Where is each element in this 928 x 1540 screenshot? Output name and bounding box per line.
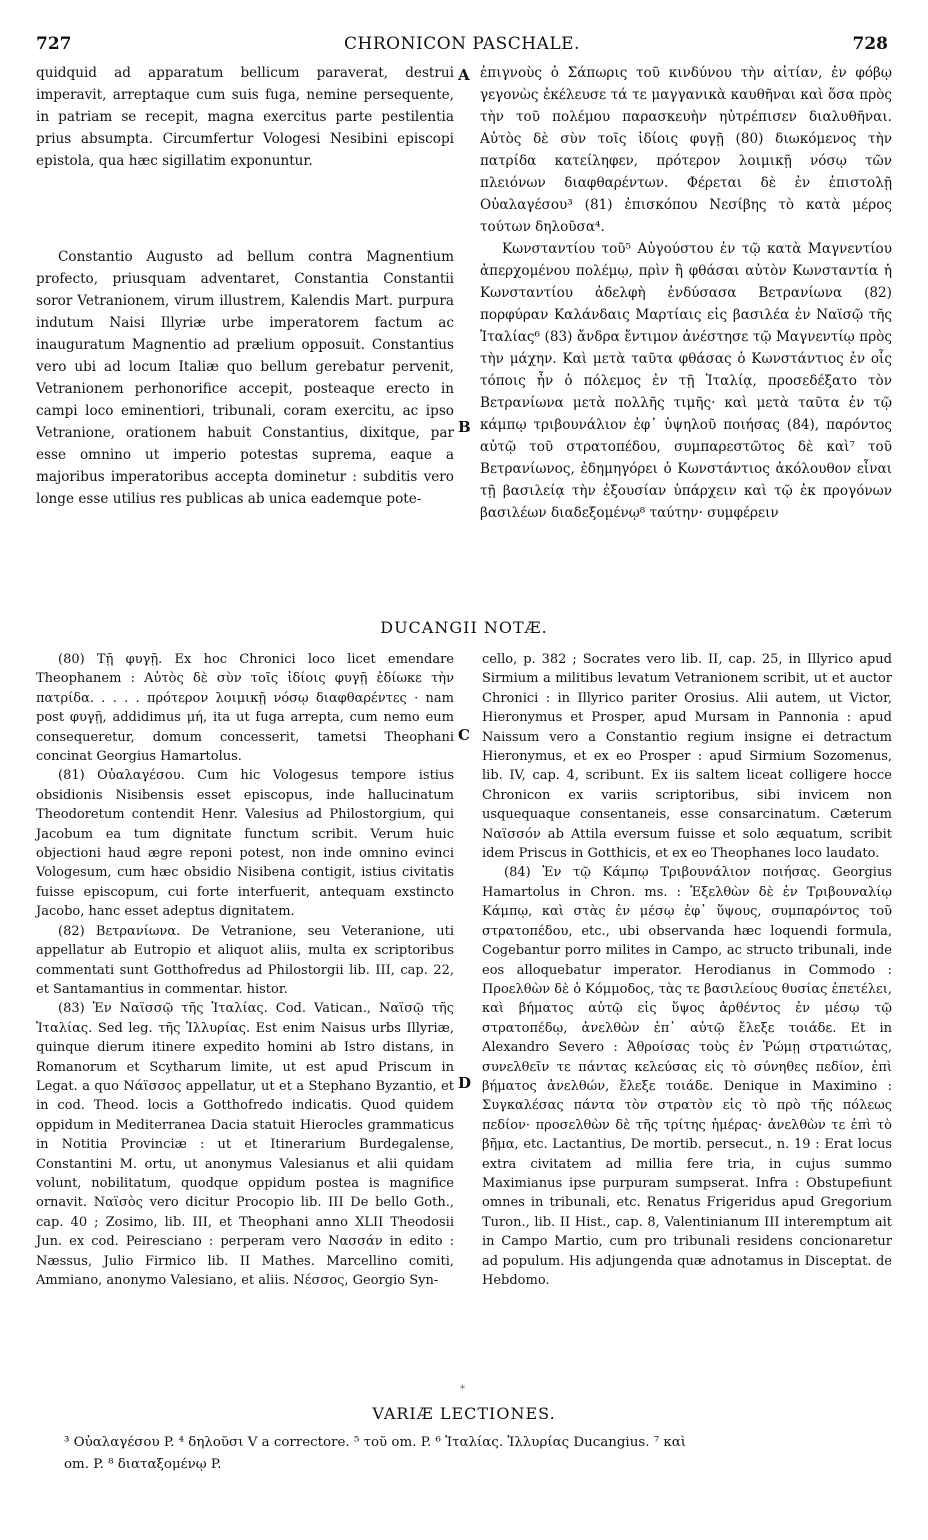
greek-column <box>480 62 892 524</box>
variant-line: om. P. ⁸ διαταξομένῳ P. <box>64 1457 222 1472</box>
running-header <box>36 34 888 58</box>
notes-title: DUCANGII NOTÆ. <box>380 618 548 637</box>
note-paragraph: (83) Ἐν Ναϊσσῷ τῆς Ἰταλίας. Cod. Vatican., Ναϊσῷ τῆς Ἰταλίας. Sed leg. τῆς Ἰλλυρίας. Est enim Naisus urbs Illyriæ, quinque dierum itinere expedito homini ab Istro distans, in Romanorum et Scytharum limite, ut est apud Priscum in Legat. a quo Νάϊσσος appellatur, ut et a Stephano Byzantio, et in cod. Theod. locis a Gotthofredo indicatis. Quod quidem oppidum in Mediterranea Dacia statuit Hierocles grammaticus in Notitia Provinciæ : ut et Itinerarium Burdegalense, Constantini M. ortu, ut anonymus Valesianus et alii quidam volunt, nobilitatum, quodque oppidum postea is magnifice ornavit. Ναϊσὸς vero dicitur Procopio lib. III De bello Goth., cap. 40 ; Zosimo, lib. III, et Theophani anno XLII Theodosii Jun. ex cod. Peiresciano : perperam vero Νασσάν in edito : Næssus, Julio Firmico lib. II Mathes. Marcellino comiti, Ammiano, anonymo Valesiano, et aliis. Νέσσος, Georgio Syn- <box>36 1001 454 1288</box>
variae-title: VARIÆ LECTIONES. <box>372 1404 556 1423</box>
note-paragraph: (82) Βετρανίωνα. De Vetranione, seu Veteranione, uti appellatur ab Eutropio et aliquot aliis, multa ex scriptoribus commentati sunt Gotthofredus ad Philostorgii lib. III, cap. 22, et Santamantius in commentar. histor. <box>36 923 454 997</box>
asterisk-mark: * <box>460 1384 465 1395</box>
note-paragraph: (80) Τῇ φυγῇ. Ex hoc Chronici loco licet emendare Theophanem : Αὐτὸς δὲ σὺν τοῖς ἰδίοις φυγῇ ἐδίωκε τὴν πατρίδα. . . . . πρότερον λοιμικῇ νόσῳ διαφθαρέντες · nam post φυγῇ, addidimus μή, ita ut fuga arrepta, cum nemo eum consequeretur, domum concesserit, tametsi Theophani concinat Georgius Hamartolus. <box>36 652 454 765</box>
variant-line: ³ Οὐαλαγέσου P. ⁴ δηλοῦσι V a correctore. ⁵ τοῦ om. P. ⁶ Ἰταλίας. Ἰλλυρίας Ducangius. ⁷ καὶ <box>64 1435 686 1450</box>
left-page-number: 727 <box>36 34 72 54</box>
latin-paragraph: Constantio Augusto ad bellum contra Magnentium profecto, priusquam adventaret, Constantia Constantii soror Vetranionem, virum illustrem, Kalendis Mart. purpura indutum Naisi Illyriæ urbe imperatorem factum ac inauguratum Magnentio ad prælium opposuit. Constantius vero ubi ad locum Italiæ quo bellum gerebatur pervenit, Vetranionem perhonorifice accepit, posteaque erecto in campi loco eminentiori, tribunali, coram exercitu, ac ipso Vetranione, orationem habuit Constantius, dixitque, par esse omnino ut imperio potestas suprema, eaque a majoribus imperatoribus accepta dominetur : subditis vero longe esse utilius res publicas ab unica eademque pote- <box>36 249 454 507</box>
margin-marker-b: B <box>458 418 471 436</box>
right-page-number: 728 <box>852 34 888 54</box>
note-paragraph: cello, p. 382 ; Socrates vero lib. II, cap. 25, in Illyrico apud Sirmium a militibus levatum Vetranionem scribit, ut et auctor Chronici : in Illyrico pariter Orosius. Alii autem, ut Victor, Hieronymus et Prosper, apud Mursam in Pannonia : apud Naissum vero a Constantio regium insigne ei detractum Hieronymus, et ex eo Prosper : apud Sirmium Sozomenus, lib. IV, cap. 4, scribunt. Ex iis saltem liceat colligere hocce Chronicon ex variis scriptoribus, sibi invicem non usquequaque consentaneis, esse consarcinatum. Cæterum Ναϊσσόν ab Attila eversum fuisse et solo æquatum, scribit idem Priscus in Gotthicis, et ex eo Theophanes loco laudato. <box>482 652 892 862</box>
running-title: CHRONICON PASCHALE. <box>344 34 580 54</box>
margin-marker-a: A <box>458 66 470 84</box>
notes-right-column <box>482 650 892 1290</box>
margin-marker-d: D <box>458 1074 472 1092</box>
variae-lectiones <box>36 1432 888 1476</box>
greek-paragraph: Κωνσταντίου τοῦ⁵ Αὐγούστου ἐν τῷ κατὰ Μαγνεντίου ἀπερχομένου πολέμῳ, πρὶν ἢ φθάσαι αὐτὸν Κωνσταντία ἡ Κωνσταντίου ἀδελφὴ ἐνδύσασα Βετρανίωνα (82) πορφύραν Καλάνδαις Μαρτίαις εἰς βασιλέα ἐν Ναϊσῷ τῆς Ἰταλίας⁶ (83) ἄνδρα ἔντιμον ἀνέστησε τῷ Μαγνεντίῳ πρὸς τὴν μάχην. Καὶ μετὰ ταῦτα φθάσας ὁ Κωνστάντιος ἐν οἷς τόποις ἦν ὁ πόλεμος ἐν τῇ Ἰταλίᾳ, προσεδέξατο τὸν Βετρανίωνα μετὰ πολλῆς τιμῆς· καὶ μετὰ ταῦτα ἐν τῷ κάμπῳ τριβουνάλιον ἐφ᾽ ὑψηλοῦ ποιήσας (84), παρόντος αὐτῷ τοῦ στρατοπέδου, συμπαρεστῶτος δὲ καὶ⁷ τοῦ Βετρανίωνος, ἐδημηγόρει ὁ Κωνστάντιος ἀκόλουθον εἶναι τῇ βασιλείᾳ τὴν ἐξουσίαν ὑπάρχειν καὶ τῷ ἐκ προγόνων βασιλέων διαδεξομένῳ⁸ ταύτην· συμφέρειν <box>480 241 892 521</box>
latin-paragraph: quidquid ad apparatum bellicum paraverat, destrui imperavit, arreptaque cum suis fuga, nemine persequente, in patriam se recepit, magna exercitus parte pestilentia prius absumpta. Circumfertur Vologesi Nesibini episcopi epistola, qua hæc sigillatim exponuntur. <box>36 65 454 169</box>
note-paragraph: (81) Οὐαλαγέσου. Cum hic Vologesus tempore istius obsidionis Nisibensis esset episcopus, inde hallucinatum Theodoretum contendit Henr. Valesius ad Philostorgium, qui Jacobum ea tum dignitate functum scribit. Verum huic objectioni haud ægre reponi potest, non inde omnino evinci Vologesum, cum hæc obsidio Nisibena contigit, istius civitatis fuisse episcopum, cui forte interfuerit, antequam exstincto Jacobo, hanc esset adeptus dignitatem. <box>36 768 454 920</box>
greek-paragraph: ἐπιγνοὺς ὁ Σάπωρις τοῦ κινδύνου τὴν αἰτίαν, ἐν φόβῳ γεγονὼς ἐκέλευσε τά τε μαγγανικὰ καυθῆναι καὶ ὅσα πρὸς τὴν τοῦ πολέμου παρασκευὴν ηὐτρέπισεν διαλυθῆναι. Αὐτὸς δὲ σὺν τοῖς ἰδίοις φυγῇ (80) διωκόμενος τὴν πατρίδα κατείληφεν, πρότερον λοιμικῇ νόσῳ τῶν πλειόνων διαφθαρέντων. Φέρεται δὲ ἐν ἐπιστολῇ Οὐαλαγέσου³ (81) ἐπισκόπου Νεσίβης τὸ κατὰ μέρος τούτων δηλοῦσα⁴. <box>480 65 892 235</box>
margin-marker-c: C <box>458 726 470 744</box>
notes-left-column <box>36 650 454 1290</box>
latin-column <box>36 62 454 510</box>
note-paragraph: (84) Ἐν τῷ Κάμπῳ Τριβουνάλιον ποιήσας. Georgius Hamartolus in Chron. ms. : Ἐξελθὼν δὲ ἐν Τριβουναλίῳ Κάμπῳ, καὶ στὰς ἐν μέσῳ ἐφ᾽ ὕψους, συμπαρόντος τοῦ στρατοπέδου, etc., ubi observanda hæc loquendi formula, Cogebantur porro milites in Campo, ac structo tribunali, inde eos alloquebatur imperator. Herodianus in Commodo : Προελθὼν δὲ ὁ Κόμμοδος, τὰς τε βασιλείους θυσίας ἐπετέλει, καὶ βήματος αὐτῷ εἰς ὕψος ἀρθέντος ἐν μέσῳ τῷ στρατοπέδῳ, ἀνελθὼν ἐπ᾽ αὐτῷ ἔλεξε τοιάδε. Et in Alexandro Severo : Ἀθροίσας τοὺς ἐν Ῥώμῃ στρατιώτας, συνελθεῖν τε πάντας κελεύσας εἰς τὸ σύνηθες πεδίον, ἐπὶ βήματος ἀνελθών, ἔλεξε τοιάδε. Denique in Maximino : Συγκαλέσας πάντα τὸν στρατὸν εἰς τὸ πρὸ τῆς πόλεως πεδίον· προσελθὼν δὲ τῆς τρίτης ἡμέρας· ἀνελθὼν τε ἐπὶ τὸ βῆμα, etc. Lactantius, De mortib. persecut., n. 19 : Erat locus extra civitatem ad millia fere tria, in cujus summo Maximianus ipse purpuram sumpserat. Infra : Obstupefiunt omnes in tribunali, etc. Renatus Frigeridus apud Gregorium Turon., lib. II Hist., cap. 8, Valentinianum III interemptum ait in Campo Martio, cum pro tribunali residens concionaretur ad populum. His adjungenda quæ adnotamus in Disceptat. de Hebdomo. <box>482 865 892 1288</box>
